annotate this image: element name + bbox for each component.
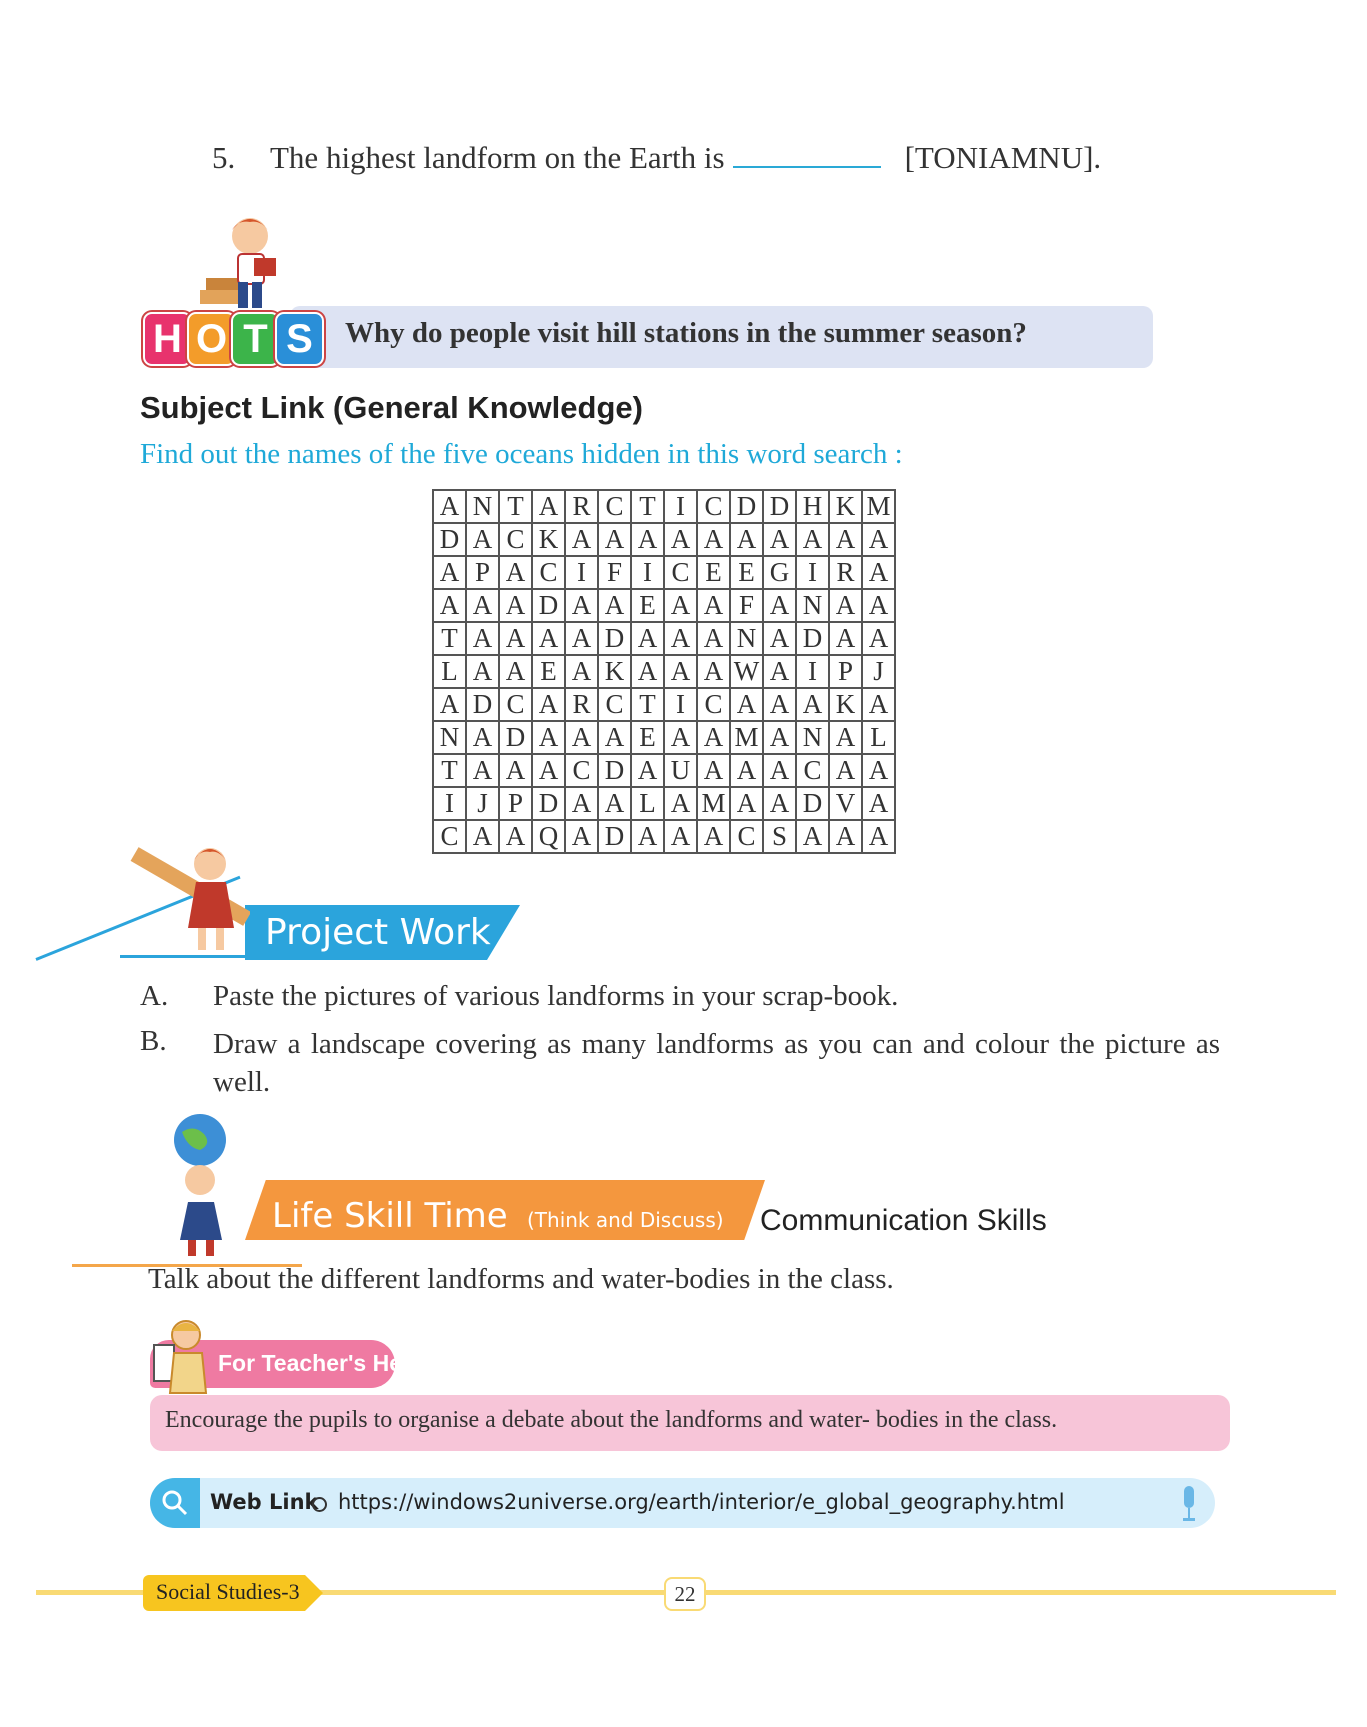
grid-cell[interactable]: A — [631, 754, 664, 787]
item-text: Paste the pictures of various landforms in your scrap-book. — [213, 980, 899, 1012]
grid-cell[interactable]: S — [763, 820, 796, 853]
grid-cell[interactable]: A — [730, 688, 763, 721]
grid-cell[interactable]: A — [598, 787, 631, 820]
grid-cell[interactable]: A — [862, 523, 895, 556]
grid-row — [433, 523, 895, 556]
grid-cell[interactable]: A — [697, 820, 730, 853]
grid-cell[interactable]: A — [631, 655, 664, 688]
grid-cell[interactable]: D — [532, 787, 565, 820]
grid-cell[interactable]: A — [532, 721, 565, 754]
grid-cell[interactable]: A — [763, 655, 796, 688]
grid-row — [433, 490, 895, 523]
grid-cell[interactable]: A — [664, 589, 697, 622]
grid-cell[interactable]: W — [730, 655, 763, 688]
grid-cell[interactable]: K — [829, 490, 862, 523]
grid-cell[interactable]: L — [631, 787, 664, 820]
grid-cell[interactable]: A — [829, 523, 862, 556]
grid-cell[interactable]: A — [598, 523, 631, 556]
question-5 — [212, 140, 1101, 176]
grid-cell[interactable]: D — [796, 622, 829, 655]
grid-cell[interactable]: A — [697, 622, 730, 655]
grid-cell[interactable]: A — [862, 787, 895, 820]
grid-cell[interactable]: N — [466, 490, 499, 523]
grid-cell[interactable]: C — [532, 556, 565, 589]
grid-cell[interactable]: A — [862, 688, 895, 721]
grid-cell[interactable]: A — [829, 754, 862, 787]
grid-cell[interactable]: A — [433, 556, 466, 589]
grid-cell[interactable]: G — [763, 556, 796, 589]
grid-cell[interactable]: L — [433, 655, 466, 688]
grid-cell[interactable]: I — [796, 655, 829, 688]
grid-cell[interactable]: M — [697, 787, 730, 820]
grid-cell[interactable]: T — [433, 754, 466, 787]
project-item-a — [140, 980, 1220, 1013]
grid-cell[interactable]: A — [763, 754, 796, 787]
grid-cell[interactable]: I — [631, 556, 664, 589]
grid-cell[interactable]: J — [862, 655, 895, 688]
grid-cell[interactable]: I — [796, 556, 829, 589]
hots-question: Why do people visit hill stations in the summer season? — [345, 317, 1027, 349]
grid-cell[interactable]: A — [664, 820, 697, 853]
grid-cell[interactable]: M — [730, 721, 763, 754]
grid-cell[interactable]: A — [433, 688, 466, 721]
grid-cell[interactable]: D — [598, 820, 631, 853]
grid-row — [433, 655, 895, 688]
answer-blank[interactable] — [733, 140, 881, 168]
grid-cell[interactable]: C — [565, 754, 598, 787]
web-link-label: Web Link — [210, 1490, 319, 1514]
grid-cell[interactable]: D — [499, 721, 532, 754]
teacher-icon — [150, 1315, 215, 1395]
grid-cell[interactable]: A — [697, 589, 730, 622]
grid-cell[interactable]: A — [763, 622, 796, 655]
grid-cell[interactable]: C — [730, 820, 763, 853]
grid-cell[interactable]: Q — [532, 820, 565, 853]
question-text: The highest landform on the Earth is — [270, 140, 725, 175]
grid-cell[interactable]: A — [466, 754, 499, 787]
grid-cell[interactable]: L — [862, 721, 895, 754]
grid-cell[interactable]: M — [862, 490, 895, 523]
grid-cell[interactable]: D — [763, 490, 796, 523]
question-number: 5. — [212, 140, 236, 175]
grid-cell[interactable]: A — [763, 688, 796, 721]
grid-row — [433, 622, 895, 655]
subject-link-instruction: Find out the names of the five oceans hidden in this word search : — [140, 438, 903, 470]
grid-cell[interactable]: I — [664, 490, 697, 523]
grid-cell[interactable]: A — [730, 787, 763, 820]
grid-cell[interactable]: A — [829, 589, 862, 622]
grid-cell[interactable]: E — [697, 556, 730, 589]
grid-cell[interactable]: A — [499, 754, 532, 787]
life-skill-title: Life Skill Time — [272, 1196, 508, 1236]
grid-cell[interactable]: D — [730, 490, 763, 523]
grid-cell[interactable]: A — [565, 523, 598, 556]
project-work-title: Project Work — [265, 912, 491, 953]
grid-cell[interactable]: A — [499, 655, 532, 688]
grid-cell[interactable]: E — [532, 655, 565, 688]
grid-cell[interactable]: A — [862, 820, 895, 853]
hots-logo — [143, 312, 321, 368]
grid-cell[interactable]: N — [433, 721, 466, 754]
grid-cell[interactable]: V — [829, 787, 862, 820]
grid-cell[interactable]: A — [598, 589, 631, 622]
grid-cell[interactable]: A — [862, 622, 895, 655]
page-number: 22 — [664, 1577, 706, 1611]
reading-boy-illustration — [198, 212, 290, 322]
grid-cell[interactable]: R — [565, 688, 598, 721]
grid-cell[interactable]: R — [565, 490, 598, 523]
item-text: Draw a landscape covering as many landforms as you can and colour the picture as well. — [213, 1028, 1220, 1098]
girl-with-ruler-illustration — [130, 838, 250, 958]
grid-cell[interactable]: D — [796, 787, 829, 820]
grid-cell[interactable]: I — [664, 688, 697, 721]
question-hint: [TONIAMNU]. — [904, 140, 1102, 175]
grid-cell[interactable]: A — [565, 622, 598, 655]
grid-cell[interactable]: P — [466, 556, 499, 589]
grid-cell[interactable]: U — [664, 754, 697, 787]
grid-cell[interactable]: A — [829, 820, 862, 853]
grid-cell[interactable]: E — [631, 721, 664, 754]
grid-cell[interactable]: A — [829, 721, 862, 754]
grid-cell[interactable]: A — [631, 523, 664, 556]
grid-cell[interactable]: P — [499, 787, 532, 820]
life-skill-subtitle: (Think and Discuss) — [527, 1208, 724, 1232]
grid-cell[interactable]: A — [796, 523, 829, 556]
grid-cell[interactable]: C — [796, 754, 829, 787]
teacher-help-text: Encourage the pupils to organise a debate about the landforms and water- bodies in the class. — [165, 1407, 1058, 1433]
grid-cell[interactable]: A — [697, 655, 730, 688]
grid-cell[interactable]: A — [466, 721, 499, 754]
grid-cell[interactable]: I — [433, 787, 466, 820]
grid-cell[interactable]: A — [631, 622, 664, 655]
grid-cell[interactable]: A — [598, 721, 631, 754]
grid-cell[interactable]: A — [664, 523, 697, 556]
item-label: A. — [140, 980, 169, 1012]
grid-cell[interactable]: T — [433, 622, 466, 655]
grid-row — [433, 787, 895, 820]
grid-cell[interactable]: A — [532, 490, 565, 523]
grid-cell[interactable]: T — [631, 688, 664, 721]
life-skill-name: Communication Skills — [760, 1204, 1047, 1237]
grid-row — [433, 556, 895, 589]
grid-cell[interactable]: T — [631, 490, 664, 523]
kid-with-globe-illustration — [160, 1110, 270, 1260]
grid-cell[interactable]: A — [697, 523, 730, 556]
grid-cell[interactable]: A — [433, 490, 466, 523]
grid-cell[interactable]: E — [631, 589, 664, 622]
grid-cell[interactable]: A — [532, 688, 565, 721]
grid-cell[interactable]: A — [466, 820, 499, 853]
grid-cell[interactable]: A — [466, 622, 499, 655]
grid-row — [433, 721, 895, 754]
grid-cell[interactable]: A — [697, 721, 730, 754]
grid-row — [433, 688, 895, 721]
grid-cell[interactable]: N — [796, 589, 829, 622]
word-search-grid — [432, 489, 896, 854]
grid-cell[interactable]: A — [565, 721, 598, 754]
grid-cell[interactable]: D — [466, 688, 499, 721]
grid-cell[interactable]: C — [697, 688, 730, 721]
grid-cell[interactable]: A — [664, 787, 697, 820]
grid-row — [433, 754, 895, 787]
grid-cell[interactable]: A — [763, 721, 796, 754]
item-label: B. — [140, 1025, 167, 1057]
grid-cell[interactable]: P — [829, 655, 862, 688]
grid-cell[interactable]: A — [763, 523, 796, 556]
grid-cell[interactable]: A — [796, 820, 829, 853]
grid-cell[interactable]: C — [499, 523, 532, 556]
grid-row — [433, 589, 895, 622]
grid-cell[interactable]: D — [598, 622, 631, 655]
grid-cell[interactable]: H — [796, 490, 829, 523]
grid-cell[interactable]: K — [829, 688, 862, 721]
grid-cell[interactable]: K — [598, 655, 631, 688]
hots-letter-o: O — [187, 312, 236, 366]
grid-cell[interactable]: A — [499, 622, 532, 655]
grid-cell[interactable]: A — [862, 754, 895, 787]
grid-cell[interactable]: A — [532, 622, 565, 655]
grid-cell[interactable]: A — [631, 820, 664, 853]
grid-cell[interactable]: R — [829, 556, 862, 589]
life-skill-text: Talk about the different landforms and water-bodies in the class. — [148, 1263, 894, 1295]
grid-cell[interactable]: A — [499, 589, 532, 622]
grid-cell[interactable]: A — [499, 820, 532, 853]
grid-cell[interactable]: A — [466, 589, 499, 622]
hots-letter-t: T — [231, 312, 280, 366]
grid-cell[interactable]: C — [598, 490, 631, 523]
grid-cell[interactable]: A — [433, 589, 466, 622]
hots-letter-h: H — [143, 312, 192, 366]
grid-cell[interactable]: A — [565, 820, 598, 853]
project-item-b — [140, 1025, 1220, 1101]
grid-cell[interactable]: C — [499, 688, 532, 721]
grid-row — [433, 820, 895, 853]
grid-cell[interactable]: A — [763, 787, 796, 820]
grid-cell[interactable]: C — [598, 688, 631, 721]
grid-cell[interactable]: A — [466, 523, 499, 556]
search-icon — [150, 1478, 200, 1528]
grid-cell[interactable]: J — [466, 787, 499, 820]
footer-book-title: Social Studies-3 — [156, 1579, 300, 1604]
grid-cell[interactable]: A — [796, 688, 829, 721]
grid-cell[interactable]: A — [664, 655, 697, 688]
subject-link-heading: Subject Link (General Knowledge) — [140, 390, 643, 425]
grid-cell[interactable]: A — [829, 622, 862, 655]
grid-cell[interactable]: N — [730, 622, 763, 655]
grid-cell[interactable]: C — [664, 556, 697, 589]
grid-cell[interactable]: A — [499, 556, 532, 589]
web-link-url[interactable]: https://windows2universe.org/earth/interior/e_global_geography.html — [338, 1490, 1065, 1514]
grid-cell[interactable]: A — [532, 754, 565, 787]
grid-cell[interactable]: T — [499, 490, 532, 523]
microphone-icon — [1180, 1486, 1198, 1522]
grid-cell[interactable]: K — [532, 523, 565, 556]
grid-cell[interactable]: A — [730, 754, 763, 787]
grid-cell[interactable]: D — [532, 589, 565, 622]
grid-cell[interactable]: F — [598, 556, 631, 589]
grid-cell[interactable]: D — [433, 523, 466, 556]
grid-cell[interactable]: I — [565, 556, 598, 589]
grid-cell[interactable]: A — [565, 787, 598, 820]
grid-cell[interactable]: A — [862, 556, 895, 589]
grid-cell[interactable]: A — [565, 589, 598, 622]
grid-cell[interactable]: E — [730, 556, 763, 589]
grid-cell[interactable]: A — [664, 622, 697, 655]
grid-cell[interactable]: C — [697, 490, 730, 523]
bullet-icon — [312, 1497, 327, 1512]
hots-letter-s: S — [275, 312, 324, 366]
grid-cell[interactable]: D — [598, 754, 631, 787]
grid-cell[interactable]: A — [862, 589, 895, 622]
grid-cell[interactable]: A — [697, 754, 730, 787]
grid-cell[interactable]: A — [565, 655, 598, 688]
grid-cell[interactable]: A — [466, 655, 499, 688]
grid-cell[interactable]: F — [730, 589, 763, 622]
grid-cell[interactable]: A — [730, 523, 763, 556]
grid-cell[interactable]: A — [664, 721, 697, 754]
grid-cell[interactable]: C — [433, 820, 466, 853]
teacher-help-title: For Teacher's Help — [218, 1350, 423, 1376]
grid-cell[interactable]: N — [796, 721, 829, 754]
grid-cell[interactable]: A — [763, 589, 796, 622]
